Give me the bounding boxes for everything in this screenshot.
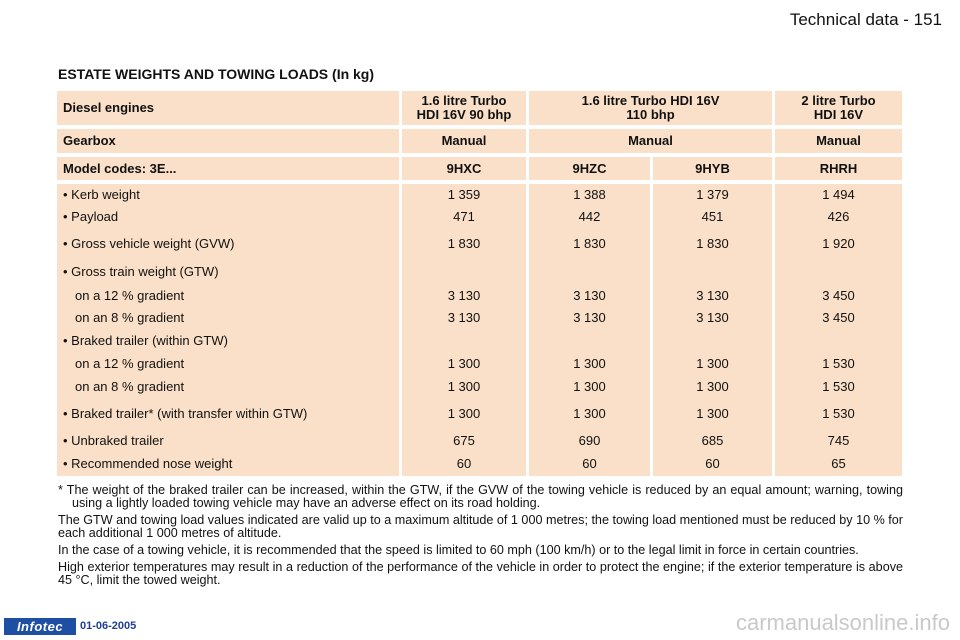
row-value: 60 xyxy=(705,456,720,471)
table-row xyxy=(57,405,902,423)
row-value: 1 300 xyxy=(447,379,481,394)
row-value: 1 300 xyxy=(447,356,481,371)
row-value: 675 xyxy=(453,433,475,448)
table-row xyxy=(57,378,902,396)
row-value: 1 300 xyxy=(696,406,729,421)
footnote: * The weight of the braked trailer can be increased, within the GTW, if the GVW of the towing vehicle is reduced by an equal amount; warning, towing using a lightly loaded towing vehicle may have an adverse effect on its road holding. xyxy=(58,483,903,510)
row-value: 1 830 xyxy=(573,236,606,251)
row-value: 3 450 xyxy=(822,288,855,303)
row-value: 1 530 xyxy=(822,356,855,371)
row-value: 426 xyxy=(827,209,850,224)
gearbox-label: Gearbox xyxy=(57,129,399,153)
engines-row xyxy=(57,91,902,125)
table-row xyxy=(57,332,902,350)
row-label: • Braked trailer* (with transfer within GTW) xyxy=(63,406,308,421)
note-paragraph: In the case of a towing vehicle, it is recommended that the speed is limited to 60 mph (100 km/h) or to the legal limit in force in certain countries. xyxy=(58,543,859,557)
gearbox-col-1: Manual xyxy=(402,129,526,153)
row-value: 1 300 xyxy=(573,406,606,421)
page-header: Technical data - 151 xyxy=(789,10,942,29)
row-value: 1 300 xyxy=(573,379,606,394)
row-value: 745 xyxy=(827,433,850,448)
note-paragraph: High exterior temperatures may result in a reduction of the performance of the vehicle in order to protect the engine; if the exterior temperature is above 45 °C, limit the towed weight. xyxy=(58,560,903,587)
notes-section xyxy=(58,484,903,591)
model-code: 9HXC xyxy=(402,157,526,180)
row-value: 690 xyxy=(578,433,601,448)
table-row xyxy=(57,455,902,473)
row-label: • Unbraked trailer xyxy=(63,433,164,448)
row-value: 1 920 xyxy=(822,236,855,251)
row-label: • Braked trailer (within GTW) xyxy=(63,333,228,348)
engine-col-1: 1.6 litre Turbo HDI 16V 90 bhp xyxy=(402,91,526,125)
row-value: 3 130 xyxy=(573,288,606,303)
row-label: • Payload xyxy=(63,209,119,224)
row-label: • Kerb weight xyxy=(63,187,140,202)
table-row xyxy=(57,235,902,253)
engine-col-2: 1.6 litre Turbo HDI 16V 110 bhp xyxy=(529,91,772,125)
row-label: • Gross train weight (GTW) xyxy=(63,264,219,279)
gearbox-col-2: Manual xyxy=(529,129,772,153)
row-value: 60 xyxy=(456,456,472,471)
table-row xyxy=(57,186,902,204)
row-value: 451 xyxy=(701,209,724,224)
row-value: 471 xyxy=(453,209,475,224)
gearbox-col-3: Manual xyxy=(775,129,902,153)
row-value: 1 359 xyxy=(447,187,481,202)
watermark: carmanualsonline.info xyxy=(735,610,950,635)
row-value: 1 379 xyxy=(696,187,729,202)
row-value: 1 300 xyxy=(696,379,729,394)
row-value: 1 300 xyxy=(696,356,729,371)
row-value: 1 388 xyxy=(573,187,606,202)
model-code: RHRH xyxy=(775,157,902,180)
row-label: on a 12 % gradient xyxy=(75,288,185,303)
row-label: on an 8 % gradient xyxy=(75,310,185,325)
row-label: • Recommended nose weight xyxy=(63,456,233,471)
row-value: 65 xyxy=(831,456,846,471)
engines-label: Diesel engines xyxy=(57,91,399,125)
row-value: 1 530 xyxy=(822,379,855,394)
row-value: 3 130 xyxy=(447,310,481,325)
model-code: 9HYB xyxy=(653,157,772,180)
values-block xyxy=(57,184,902,476)
table-row xyxy=(57,309,902,327)
row-value: 3 450 xyxy=(822,310,855,325)
row-value: 1 530 xyxy=(822,406,855,421)
section-title: ESTATE WEIGHTS AND TOWING LOADS (In kg) xyxy=(58,66,375,82)
table-row xyxy=(57,355,902,373)
row-value: 1 830 xyxy=(447,236,481,251)
footer-date: 01-06-2005 xyxy=(80,620,137,632)
row-value: 1 494 xyxy=(822,187,855,202)
gearbox-row xyxy=(57,129,902,153)
row-label: on a 12 % gradient xyxy=(75,356,185,371)
model-codes-label: Model codes: 3E... xyxy=(57,157,399,180)
engine-col-3: 2 litre Turbo HDI 16V xyxy=(775,91,902,125)
model-codes-row xyxy=(57,157,902,180)
table-row xyxy=(57,208,902,226)
row-value: 1 300 xyxy=(573,356,606,371)
model-code: 9HZC xyxy=(529,157,650,180)
row-value: 685 xyxy=(701,433,724,448)
table-row xyxy=(57,263,902,281)
row-value: 60 xyxy=(582,456,597,471)
row-value: 1 830 xyxy=(696,236,729,251)
row-value: 3 130 xyxy=(573,310,606,325)
row-label: • Gross vehicle weight (GVW) xyxy=(63,236,235,251)
table-row xyxy=(57,287,902,305)
row-value: 1 300 xyxy=(447,406,481,421)
table-row xyxy=(57,432,902,450)
row-label: on an 8 % gradient xyxy=(75,379,185,394)
weights-table xyxy=(57,91,902,476)
row-value: 3 130 xyxy=(696,310,729,325)
infotec-logo: Infotec xyxy=(4,618,76,635)
row-value: 3 130 xyxy=(696,288,729,303)
row-value: 3 130 xyxy=(447,288,481,303)
row-value: 442 xyxy=(578,209,601,224)
note-paragraph: The GTW and towing load values indicated are valid up to a maximum altitude of 1 000 metres; the towing load mentioned must be reduced by 10 % for each additional 1 000 metres of altitude. xyxy=(58,513,903,540)
